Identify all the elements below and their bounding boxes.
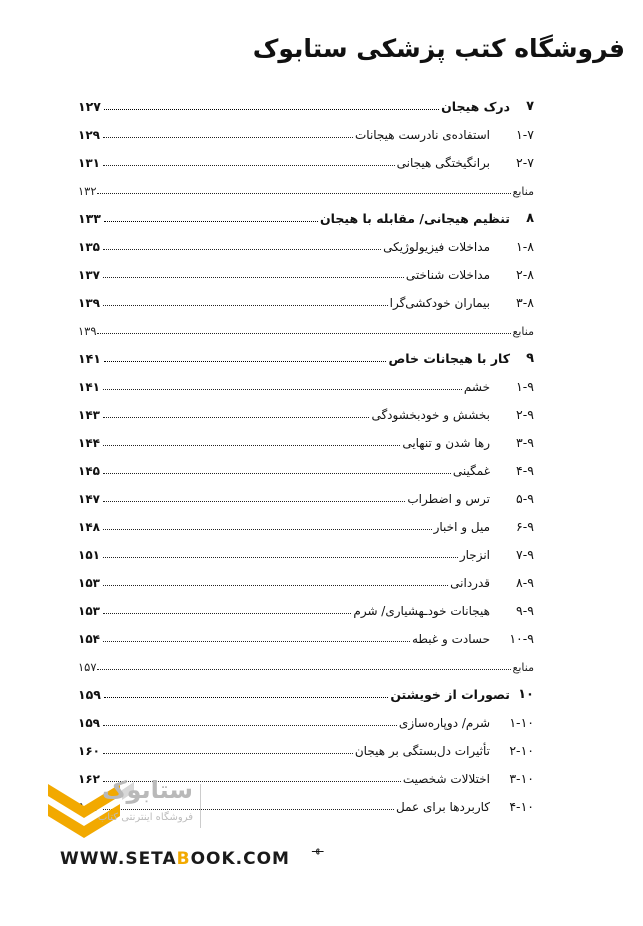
dot-leader	[103, 753, 353, 754]
toc-page-number: ۱۳۷	[78, 268, 100, 282]
toc-entry-title: هیجانات خودـهشیاری/ شرم	[353, 604, 490, 618]
toc-page-number: ۱۶۲	[78, 772, 100, 786]
toc-sources-row	[78, 314, 534, 342]
toc-page-number: ۱۴۱	[78, 351, 101, 366]
toc-entry-title: قدردانی	[450, 576, 490, 590]
toc-entry-number: ۱-۷	[516, 127, 534, 142]
toc-entry-number: ۶-۹	[516, 519, 534, 534]
toc-entry-title: اختلالات شخصیت	[402, 772, 490, 786]
dot-leader	[103, 165, 395, 166]
toc-entry-title: برانگیختگی هیجانی	[396, 156, 490, 170]
toc-entry-number: ۳-۸	[516, 295, 534, 310]
toc-entry-title: تأثیرات دل‌بستگی بر هیجان	[354, 744, 490, 758]
toc-page-number: ۱۴۸	[78, 520, 100, 534]
toc-entry-title: تصورات از خویشتن	[390, 687, 510, 702]
toc-page-number: ۱۴۴	[78, 436, 100, 450]
toc-page-number: ۱۴۱	[78, 380, 100, 394]
toc-page-number: ۱۳۳	[78, 211, 101, 226]
toc-entry-number: ۴-۹	[516, 463, 534, 478]
toc-entry-number: ۸-۹	[516, 575, 534, 590]
toc-entry-number: ۴-۱۰	[509, 799, 534, 814]
dot-leader	[97, 669, 511, 670]
toc-entry-title: منابع	[512, 661, 534, 674]
dot-leader	[103, 557, 458, 558]
toc-entry-number: ۸	[526, 211, 534, 226]
website-prefix: WWW.SETA	[60, 849, 177, 869]
toc-entry-title: استفاده‌ی نادرست هیجانات	[354, 128, 490, 142]
toc-page-number: ۱۶۰	[78, 744, 100, 758]
toc-section-row	[78, 706, 534, 734]
toc-entry-title: کاربردها برای عمل	[396, 800, 490, 814]
toc-page-number: ۱۴۵	[78, 464, 100, 478]
toc-section-row	[78, 594, 534, 622]
dot-leader	[103, 613, 351, 614]
toc-page-number: ۱۵۴	[78, 632, 100, 646]
toc-section-row	[78, 566, 534, 594]
toc-page-number: ۱۴۷	[78, 492, 100, 506]
toc-section-row	[78, 538, 534, 566]
dot-leader	[104, 109, 439, 110]
toc-entry-title: بخشش و خودبخشودگی	[371, 408, 490, 422]
toc-chapter-row	[78, 342, 534, 370]
page-title: فروشگاه کتب پزشکی ستابوک	[252, 34, 625, 63]
toc-entry-title: رها شدن و تنهایی	[402, 436, 490, 450]
dot-leader	[103, 641, 410, 642]
toc-entry-title: منابع	[512, 185, 534, 198]
dot-leader	[104, 697, 388, 698]
toc-entry-number: ۲-۹	[516, 407, 534, 422]
dot-leader	[103, 501, 405, 502]
website-suffix: OOK.COM	[190, 849, 290, 869]
dot-leader	[103, 389, 462, 390]
toc-entry-title: حسادت و غبطه	[411, 632, 490, 646]
dot-leader	[103, 529, 432, 530]
table-of-contents	[78, 90, 534, 818]
toc-page-number: ۱۳۹	[78, 324, 97, 338]
website-accent-letter: B	[176, 849, 191, 869]
toc-section-row	[78, 482, 534, 510]
toc-entry-number: ۲-۷	[516, 155, 534, 170]
toc-entry-number: ۷-۹	[516, 547, 534, 562]
toc-section-row	[78, 258, 534, 286]
dot-leader	[104, 221, 318, 222]
toc-section-row	[78, 118, 534, 146]
toc-entry-title: غمگینی	[452, 464, 490, 478]
toc-entry-title: مداخلات شناختی	[405, 268, 490, 282]
toc-entry-number: ۵-۹	[516, 491, 534, 506]
toc-section-row	[78, 370, 534, 398]
toc-page-number: ۱۵۱	[78, 548, 100, 562]
page-number: ـهـ	[312, 842, 324, 855]
toc-page-number: ۱۴۳	[78, 408, 100, 422]
toc-entry-number: ۳-۱۰	[509, 771, 534, 786]
dot-leader	[104, 361, 387, 362]
toc-page-number: ۱۵۷	[78, 660, 97, 674]
toc-entry-title: میل و اخبار	[433, 520, 490, 534]
toc-page-number: ۱۳۲	[78, 184, 97, 198]
toc-sources-row	[78, 174, 534, 202]
dot-leader	[103, 137, 353, 138]
toc-page-number: ۱۵۹	[78, 687, 101, 702]
logo-tagline: فروشگاه اینترنتی کتاب	[97, 812, 193, 823]
toc-entry-title: ترس و اضطراب	[407, 492, 490, 506]
toc-section-row	[78, 622, 534, 650]
toc-page-number: ۱۳۱	[78, 156, 100, 170]
toc-page-number: ۱۵۳	[78, 576, 100, 590]
toc-entry-title: منابع	[512, 325, 534, 338]
toc-entry-number: ۳-۹	[516, 435, 534, 450]
website-url	[60, 849, 290, 869]
dot-leader	[103, 305, 388, 306]
toc-sources-row	[78, 650, 534, 678]
toc-page-number: ۱۲۹	[78, 128, 100, 142]
toc-section-row	[78, 426, 534, 454]
toc-entry-number: ۱-۸	[516, 239, 534, 254]
toc-chapter-row	[78, 678, 534, 706]
toc-page-number: ۱۲۷	[78, 99, 101, 114]
toc-entry-title: شرم/ دوپاره‌سازی	[398, 716, 490, 730]
toc-entry-number: ۱۰-۹	[509, 631, 534, 646]
dot-leader	[103, 585, 448, 586]
toc-entry-title: کار با هیجانات خاص	[388, 351, 510, 366]
toc-entry-number: ۹-۹	[516, 603, 534, 618]
toc-section-row	[78, 510, 534, 538]
toc-chapter-row	[78, 90, 534, 118]
dot-leader	[103, 277, 404, 278]
toc-entry-number: ۱-۹	[516, 379, 534, 394]
toc-entry-title: انزجار	[459, 548, 490, 562]
toc-entry-number: ۷	[526, 99, 534, 114]
toc-section-row	[78, 734, 534, 762]
toc-entry-title: بیماران خودکشی‌گرا	[389, 296, 490, 310]
dot-leader	[97, 333, 511, 334]
toc-entry-title: تنظیم هیجانی/ مقابله با هیجان	[320, 211, 510, 226]
toc-chapter-row	[78, 202, 534, 230]
dot-leader	[103, 725, 397, 726]
toc-section-row	[78, 146, 534, 174]
toc-entry-number: ۱-۱۰	[509, 715, 534, 730]
dot-leader	[103, 445, 400, 446]
toc-page-number: ۱۳۵	[78, 240, 100, 254]
toc-section-row	[78, 454, 534, 482]
dot-leader	[103, 473, 451, 474]
toc-entry-title: خشم	[463, 380, 490, 394]
toc-page-number: ۱۳۹	[78, 296, 100, 310]
toc-entry-number: ۱۰	[518, 687, 534, 702]
dot-leader	[103, 417, 369, 418]
toc-entry-number: ۲-۱۰	[509, 743, 534, 758]
toc-section-row	[78, 286, 534, 314]
logo-name: ستابوک	[101, 776, 193, 804]
toc-entry-number: ۲-۸	[516, 267, 534, 282]
toc-entry-number: ۹	[526, 351, 534, 366]
dot-leader	[97, 193, 511, 194]
toc-page-number: ۱۵۳	[78, 604, 100, 618]
toc-entry-title: مداخلات فیزیولوژیکی	[383, 240, 490, 254]
toc-section-row	[78, 230, 534, 258]
toc-page-number: ۱۵۹	[78, 716, 100, 730]
logo-divider	[200, 784, 201, 828]
toc-section-row	[78, 398, 534, 426]
toc-entry-title: درک هیجان	[441, 99, 510, 114]
dot-leader	[103, 249, 381, 250]
